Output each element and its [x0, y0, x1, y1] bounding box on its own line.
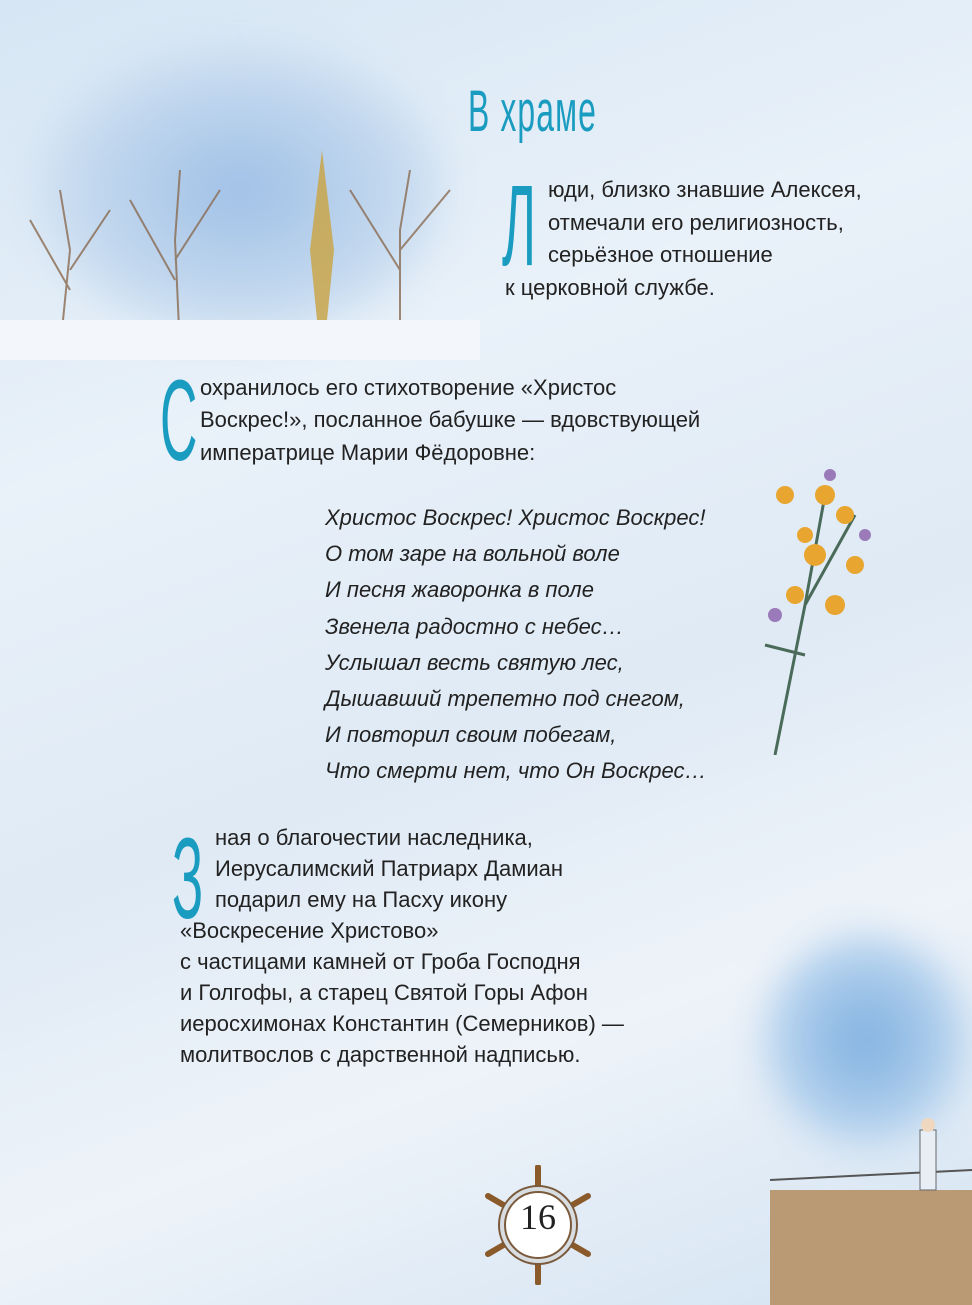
paragraph-line: Воскрес!», посланное бабушке — вдовствующей — [200, 407, 701, 432]
paragraph-line: Иерусалимский Патриарх Дамиан — [215, 856, 564, 881]
winter-trees-illustration — [0, 130, 480, 360]
paragraph-line: серьёзное отношение — [548, 242, 773, 267]
paragraph-line: иеросхимонах Константин (Семерников) — — [180, 1011, 624, 1036]
paragraph-line: и Голгофы, а старец Святой Горы Афон — [180, 980, 588, 1005]
poem-line: И повторил своим побегам, — [325, 722, 617, 748]
page-title: В храме — [468, 79, 597, 144]
drop-cap: З — [172, 815, 204, 943]
drop-cap: Л — [502, 162, 536, 290]
poem-line: О том заре на вольной воле — [325, 541, 620, 567]
page-number: 16 — [520, 1197, 556, 1237]
paragraph-line: императрице Марии Фёдоровне: — [200, 440, 536, 465]
poem — [325, 500, 707, 790]
paragraph-line: подарил ему на Пасху икону — [215, 887, 508, 912]
paragraph-line: молитвослов с дарственной надписью. — [180, 1042, 581, 1067]
poem-line: Дышавший трепетно под снегом, — [325, 686, 685, 712]
paragraph-line: юди, близко знавшие Алексея, — [548, 177, 862, 202]
poem-line: Что смерти нет, что Он Воскрес… — [325, 758, 707, 784]
church-spire — [310, 150, 334, 330]
paragraph-line: «Воскресение Христово» — [180, 918, 439, 943]
embankment-sailor-illustration — [770, 1110, 972, 1305]
poem-line: Услышал весть святую лес, — [325, 649, 624, 675]
poem-line: Звенела радостно с небес… — [325, 613, 624, 639]
paragraph-line: к церковной службе. — [505, 275, 715, 300]
drop-cap: С — [160, 357, 198, 485]
paragraph-line: охранилось его стихотворение «Христос — [200, 375, 617, 400]
paragraph-line: с частицами камней от Гроба Господня — [180, 949, 581, 974]
poem-line: И песня жаворонка в поле — [325, 577, 594, 603]
flower-bouquet-illustration — [745, 455, 895, 755]
paragraph-line: ная о благочестии наследника, — [215, 825, 533, 850]
poem-line: Христос Воскрес! Христос Воскрес! — [325, 505, 706, 530]
paragraph-line: отмечали его религиозность, — [548, 210, 844, 235]
